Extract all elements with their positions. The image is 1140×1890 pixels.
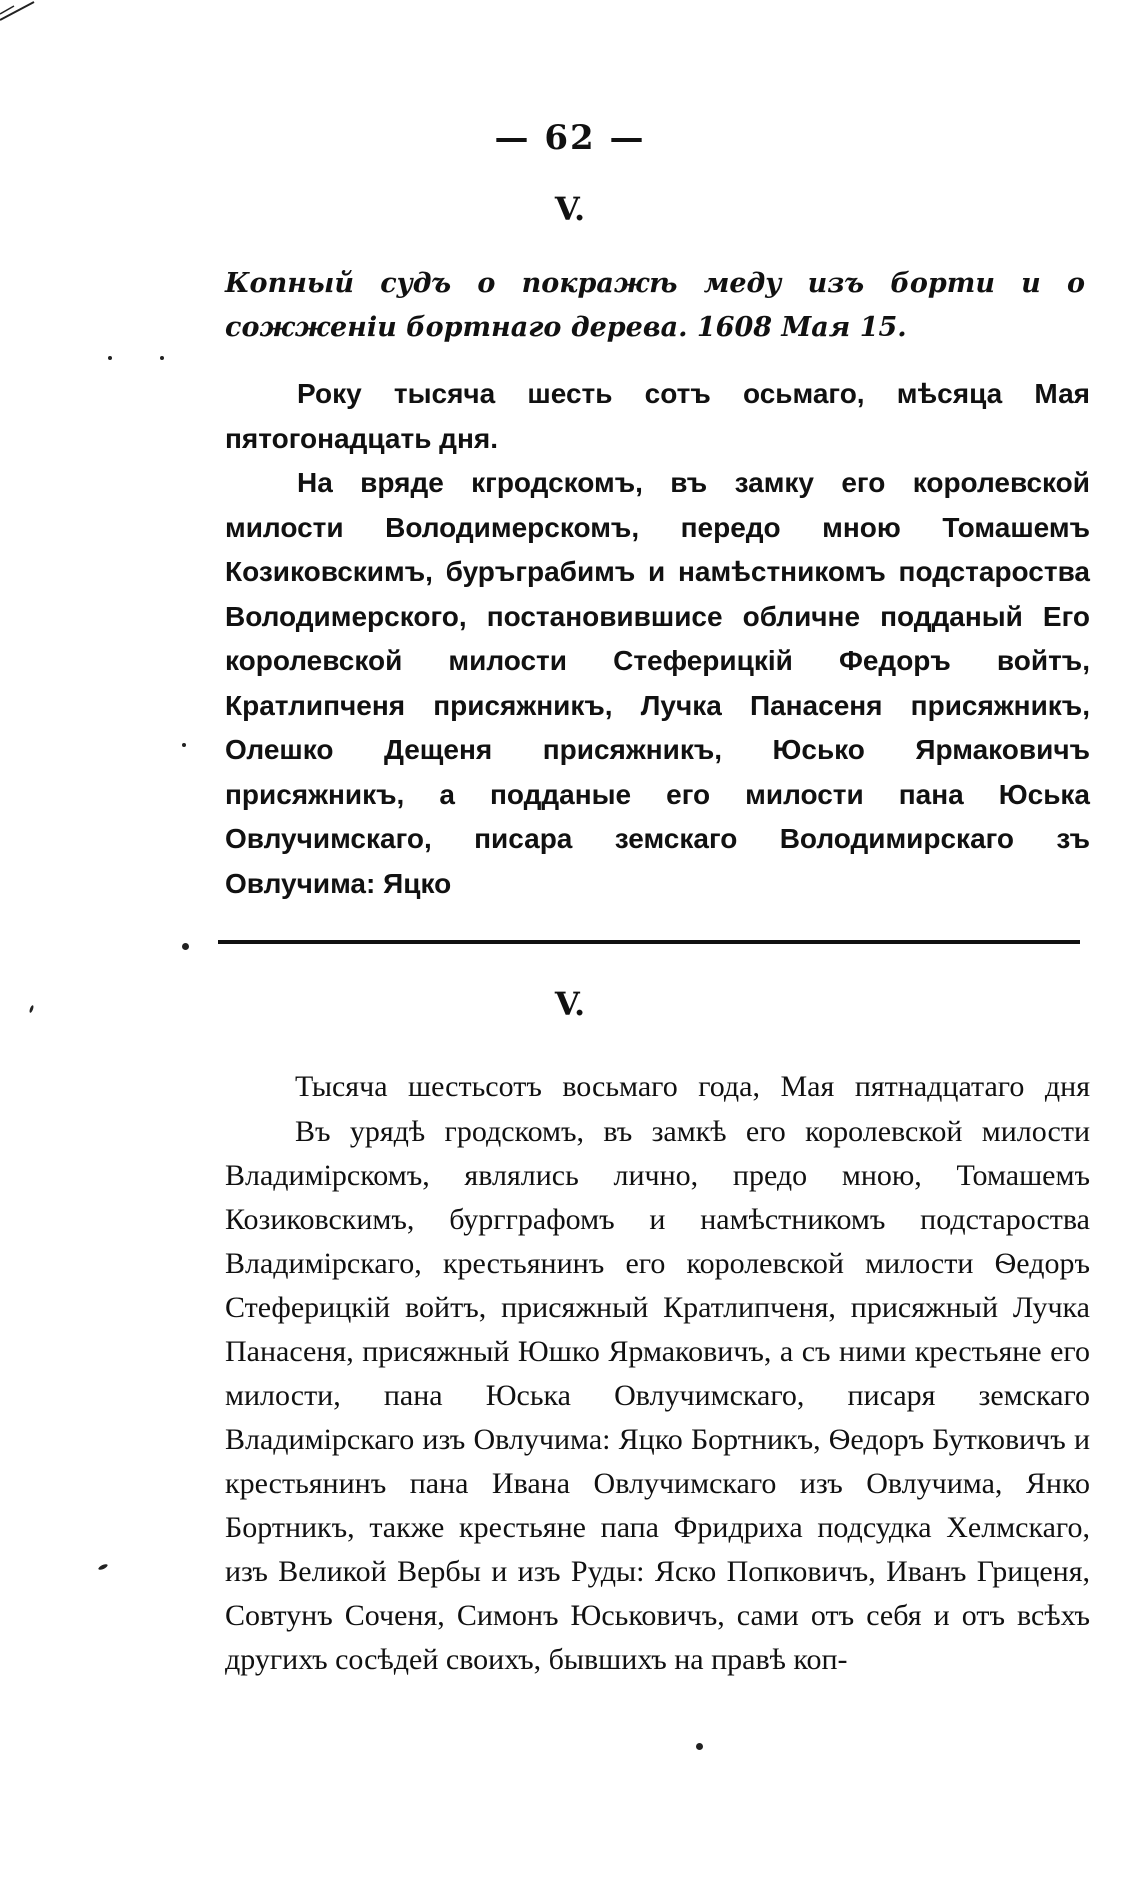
section-divider-rule	[218, 940, 1080, 944]
corner-scan-mark	[0, 0, 40, 24]
page-number: — 62 —	[494, 118, 646, 158]
scan-speck	[696, 1743, 703, 1750]
scan-speck	[98, 1563, 109, 1571]
scan-speck	[182, 943, 189, 950]
bold-paragraph-1: Року тысяча шесть сотъ осьмаго, мѣсяца Мая пятогонадцать дня.	[225, 378, 1090, 454]
bold-paragraph-2: На вряде кгродскомъ, въ замку его королевской милости Володимерскомъ, передо мною Томашемъ Козиковскимъ, буръграбимъ и намѣстникомъ подстароства Володимерского, постановившисе обличне подданый Его королевской милости Стеферицкiй Федоръ войтъ, Кратлипченя присяжникъ, Лучка Панасеня присяжникъ, Олешко Дещеня присяжникъ, Юсько Ярмаковичъ присяжникъ, а подданые его милости пана Юська Овлучимскаго, писара земскаго Володимирскаго зъ Овлучима: Яцко	[225, 467, 1090, 899]
scan-speck	[108, 356, 112, 360]
scan-speck	[160, 356, 164, 360]
text-paragraph-1: Тысяча шестьсотъ восьмаго года, Мая пятнадцатаго дня	[295, 1070, 1090, 1103]
section-numeral-top: V.	[554, 190, 586, 228]
scan-speck	[182, 743, 186, 747]
heading-text: Копный судъ о покражѣ меду изъ борти и о сожженiи бортнаго дерева.	[225, 268, 1085, 343]
text-paragraph-2: Въ урядѣ гродскомъ, въ замкѣ его королевской милости Владимiрскомъ, являлись лично, предо мною, Томашемъ Козиковскимъ, бургграфомъ и намѣстникомъ подстароства Владимiрскаго, крестьянинъ его королевской милости Ѳедоръ Стеферицкiй войтъ, присяжный Кратлипченя, присяжный Лучка Панасеня, присяжный Юшко Ярмаковичъ, а съ ними крестьяне его милости, пана Юська Овлучимскаго, писаря земскаго Владимiрскаго изъ Овлучима: Яцко Бортникъ, Ѳедоръ Бутковичъ и крестьянинъ пана Ивана Овлучимскаго изъ Овлучима, Янко Бортникъ, также крестьяне папа Фридриха подсудка Хелмскаго, изъ Великой Вербы и изъ Руды: Яско Попковичъ, Иванъ Гриценя, Совтунъ Соченя, Симонъ Юськовичъ, сами отъ себя и отъ всѣхъ другихъ сосѣдей своихъ, бывшихъ на правѣ коп-	[225, 1115, 1090, 1676]
heading-date: 1608 Мая 15.	[696, 312, 907, 343]
section-numeral-bottom: V.	[554, 985, 586, 1023]
document-heading	[225, 262, 1085, 350]
